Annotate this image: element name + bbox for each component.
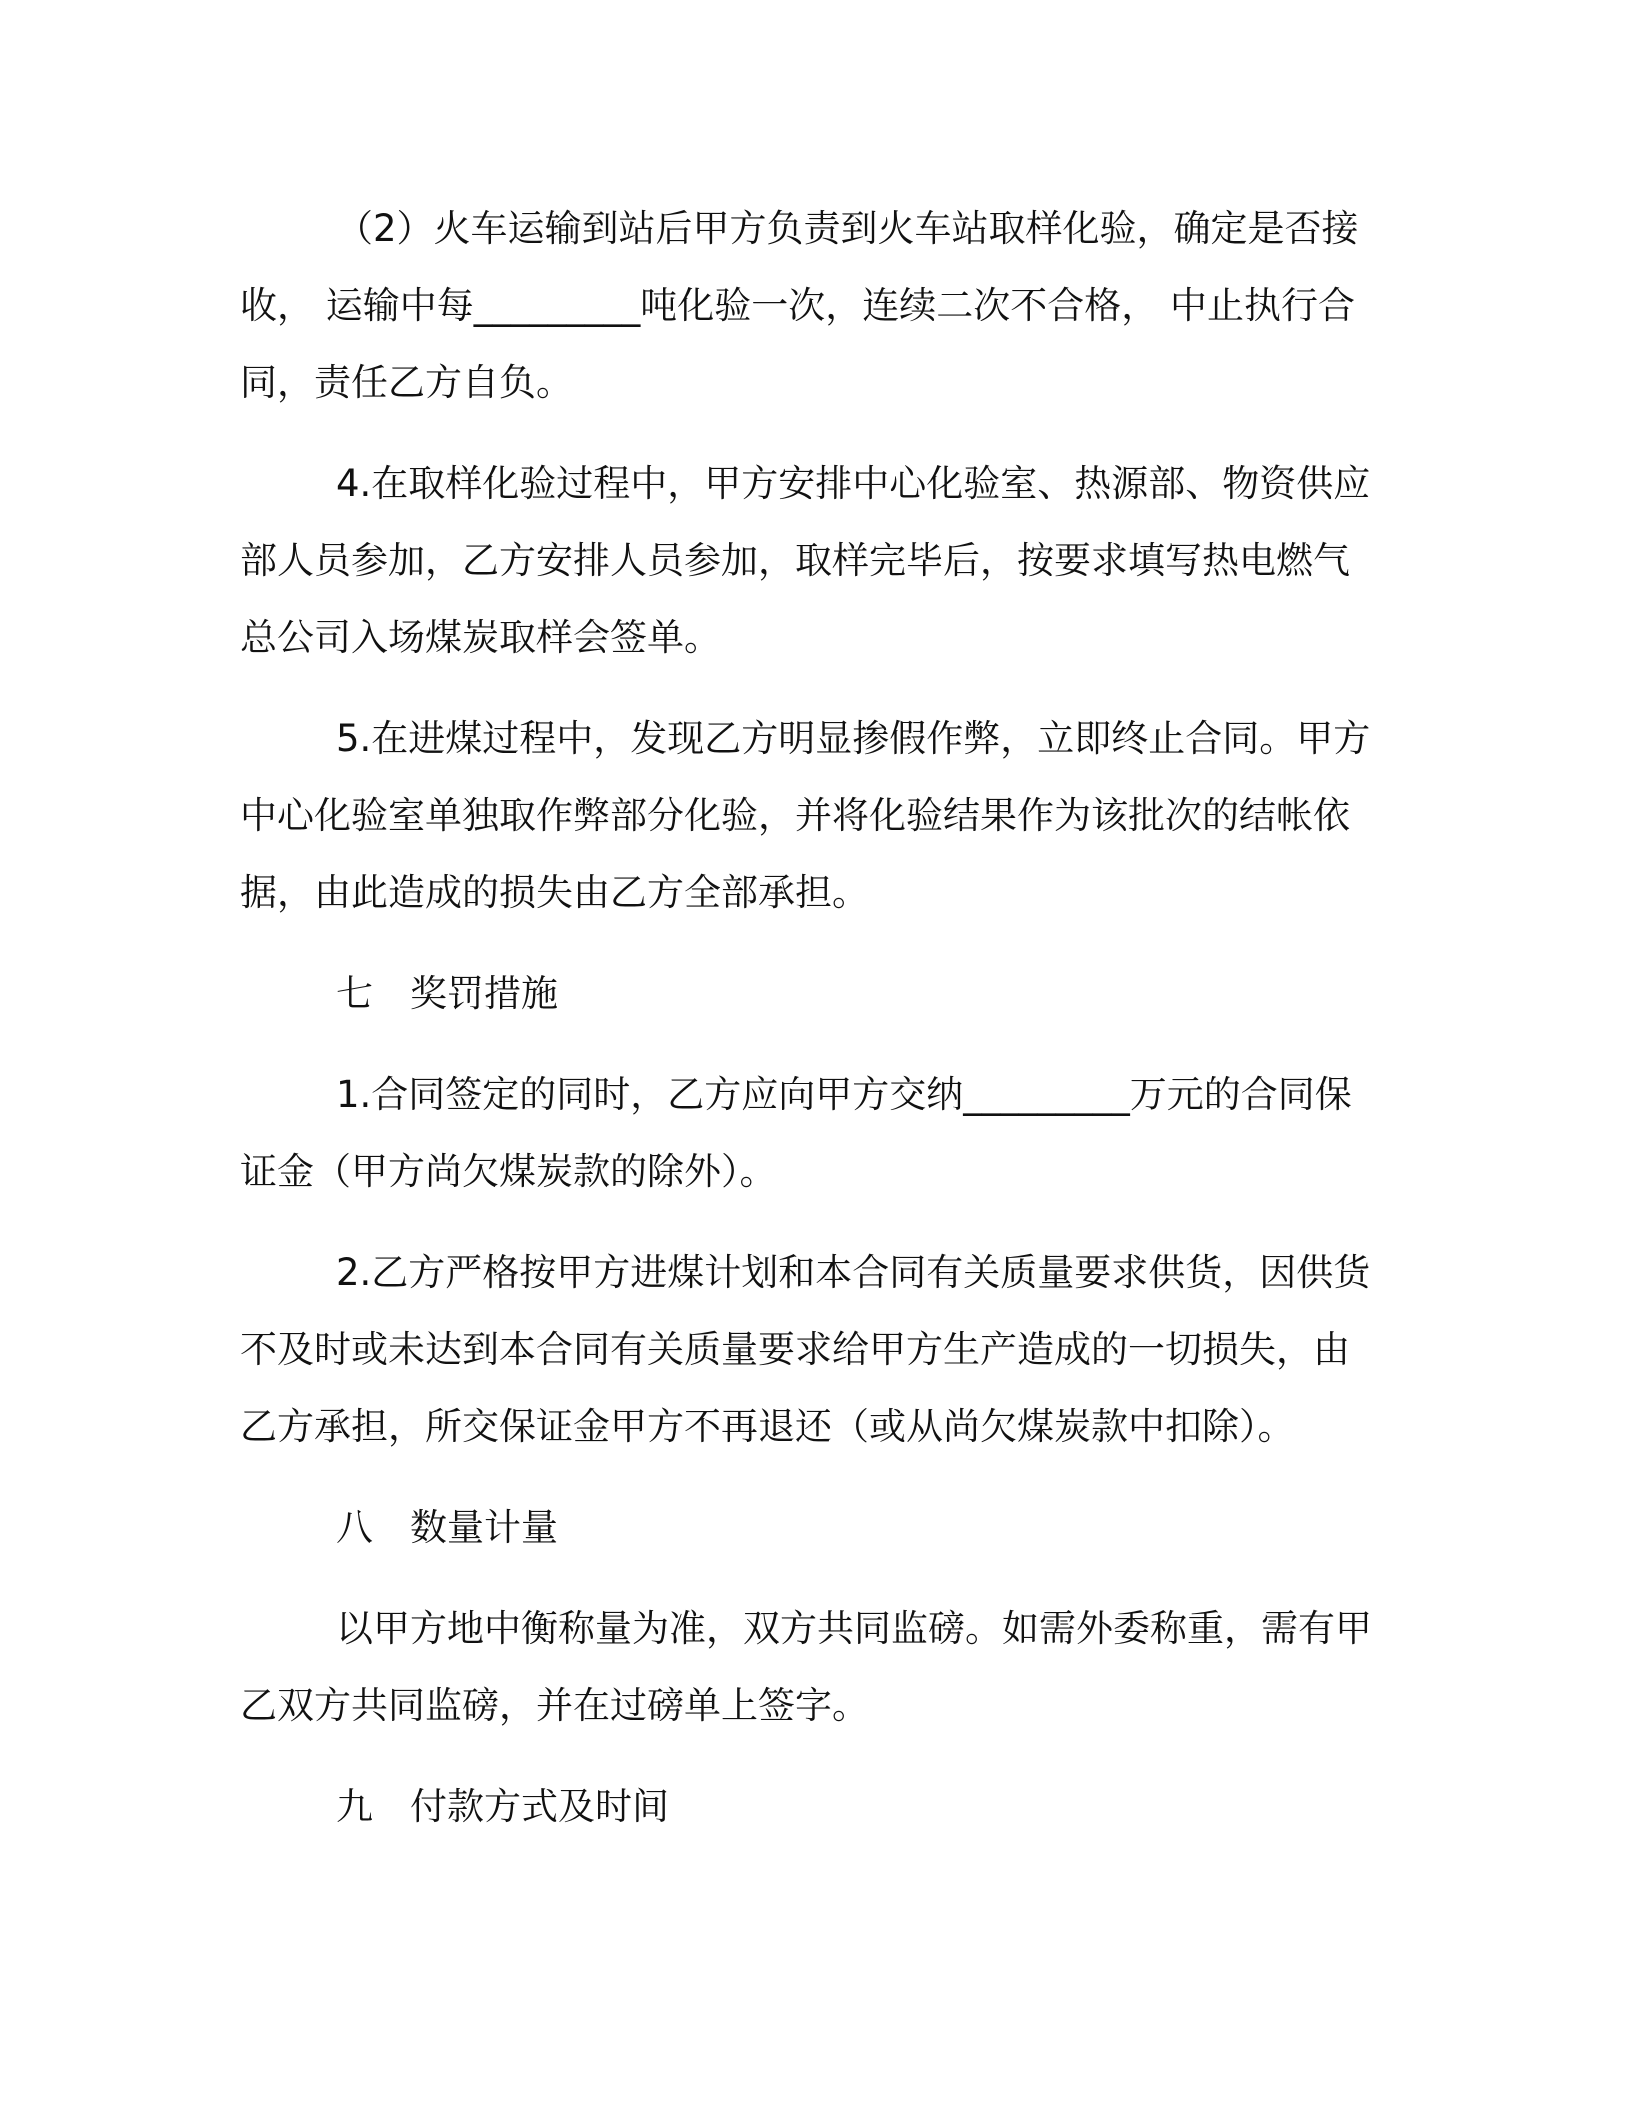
paragraph-supply-quality: 2.乙方严格按甲方进煤计划和本合同有关质量要求供货，因供货不及时或未达到本合同有关质量要求给甲方生产造成的一切损失，由乙方承担，所交保证金甲方不再退还（或从尚欠煤炭款中扣除）。 [240, 1251, 1371, 1448]
section-heading-payment: 九 付款方式及时间 [336, 1785, 669, 1828]
document-page [240, 190, 1380, 1845]
paragraph-sampling-train: （2）火车运输到站后甲方负责到火车站取样化验，确定是否接收， 运输中每_________吨化验一次，连续二次不合格， 中止执行合同，责任乙方自负。 [240, 207, 1359, 404]
paragraph-weighing: 以甲方地中衡称量为准，双方共同监磅。如需外委称重，需有甲乙双方共同监磅，并在过磅单上签字。 [240, 1607, 1372, 1727]
section-heading-rewards-penalties: 七 奖罚措施 [336, 972, 558, 1015]
paragraph-sampling-process: 4.在取样化验过程中，甲方安排中心化验室、热源部、物资供应部人员参加，乙方安排人员参加，取样完毕后，按要求填写热电燃气总公司入场煤炭取样会签单。 [240, 462, 1371, 659]
paragraph-deposit: 1.合同签定的同时，乙方应向甲方交纳_________万元的合同保证金（甲方尚欠煤炭款的除外）。 [240, 1073, 1352, 1193]
section-heading-quantity-measurement: 八 数量计量 [336, 1506, 558, 1549]
paragraph-fraud: 5.在进煤过程中，发现乙方明显掺假作弊，立即终止合同。甲方中心化验室单独取作弊部分化验，并将化验结果作为该批次的结帐依据，由此造成的损失由乙方全部承担。 [240, 717, 1371, 914]
